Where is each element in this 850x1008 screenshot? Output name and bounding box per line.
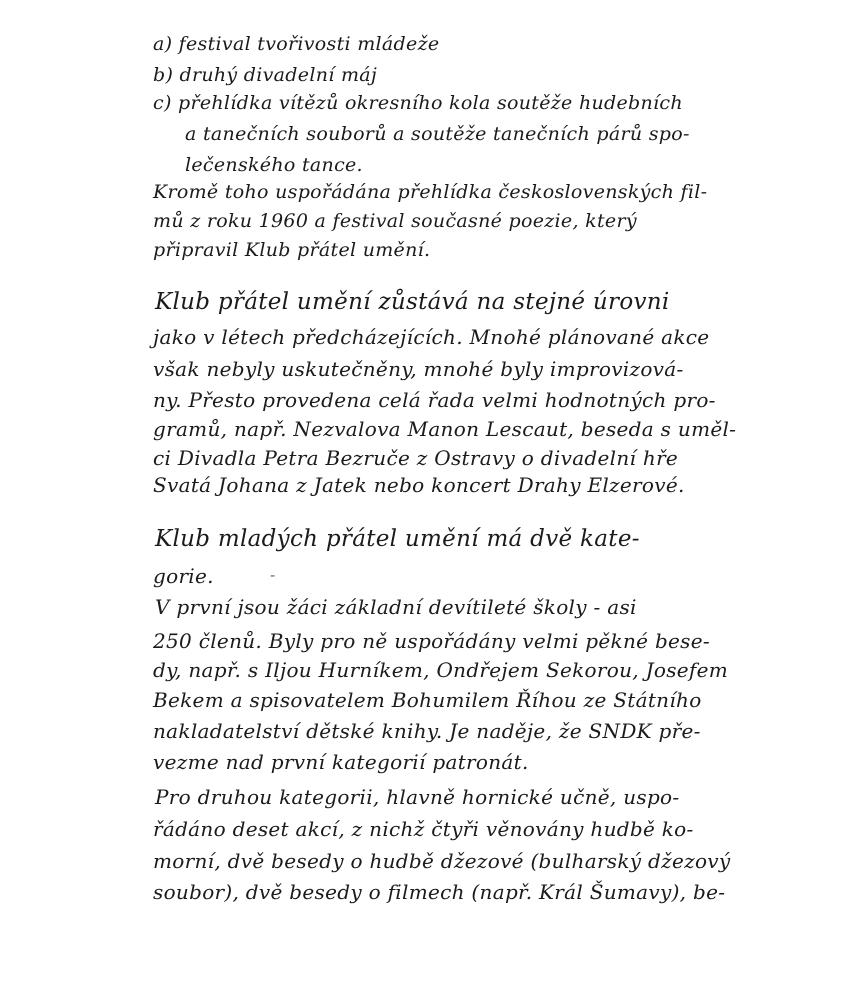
paragraph-line: Kromě toho uspořádána přehlídka československých fil- [153, 181, 708, 203]
paragraph-line: Pro druhou kategorii, hlavně hornické učně, uspo- [155, 785, 680, 809]
paragraph-line: Bekem a spisovatelem Bohumilem Říhou ze Státního [153, 688, 702, 712]
paragraph-line: nakladatelství dětské knihy. Je naděje, že SNDK pře- [153, 719, 701, 743]
paragraph-line: vezme nad první kategorií patronát. [153, 750, 529, 774]
paragraph-line: mů z roku 1960 a festival současné poezie, který [153, 210, 637, 232]
paragraph-line: 250 členů. Byly pro ně uspořádány velmi pěkné bese- [153, 629, 710, 653]
section-heading-klub-pratel-umeni: Klub přátel umění zůstává na stejné úrovni [155, 289, 670, 315]
paragraph-line: jako v létech předcházejících. Mnohé plánované akce [153, 325, 710, 349]
list-item-a: a) festival tvořivosti mládeže [153, 33, 440, 55]
paragraph-line: Svatá Johana z Jatek nebo koncert Drahy Elzerové. [153, 473, 685, 497]
paragraph-line: dy, např. s Iljou Hurníkem, Ondřejem Sekorou, Josefem [153, 658, 729, 682]
section-heading-klub-mladych-pratel-umeni: Klub mladých přátel umění má dvě kate- [155, 526, 640, 552]
paragraph-line: řádáno deset akcí, z nichž čtyři věnovány hudbě ko- [153, 817, 694, 841]
paragraph-line: však nebyly uskutečněny, mnohé byly improvizová- [153, 357, 684, 381]
paragraph-line: gorie. [153, 564, 214, 588]
list-item-c-end: lečenského tance. [185, 154, 363, 176]
paragraph-line: gramů, např. Nezvalova Manon Lescaut, beseda s uměl- [153, 417, 737, 441]
paragraph-line: připravil Klub přátel umění. [153, 239, 431, 261]
paragraph-line: soubor), dvě besedy o filmech (např. Král Šumavy), be- [153, 880, 726, 904]
paragraph-line: V první jsou žáci základní devítileté školy - asi [155, 595, 637, 619]
paragraph-line: morní, dvě besedy o hudbě džezové (bulharský džezový [153, 849, 731, 873]
list-item-c-continued: a tanečních souborů a soutěže tanečních párů spo- [185, 123, 690, 145]
list-item-c: c) přehlídka vítězů okresního kola soutěže hudebních [153, 92, 683, 114]
list-item-b: b) druhý divadelní máj [153, 64, 378, 86]
paragraph-line: ny. Přesto provedena celá řada velmi hodnotných pro- [153, 388, 716, 412]
paragraph-line: ci Divadla Petra Bezruče z Ostravy o divadelní hře [153, 446, 679, 470]
stray-dash-mark: - [270, 568, 276, 584]
